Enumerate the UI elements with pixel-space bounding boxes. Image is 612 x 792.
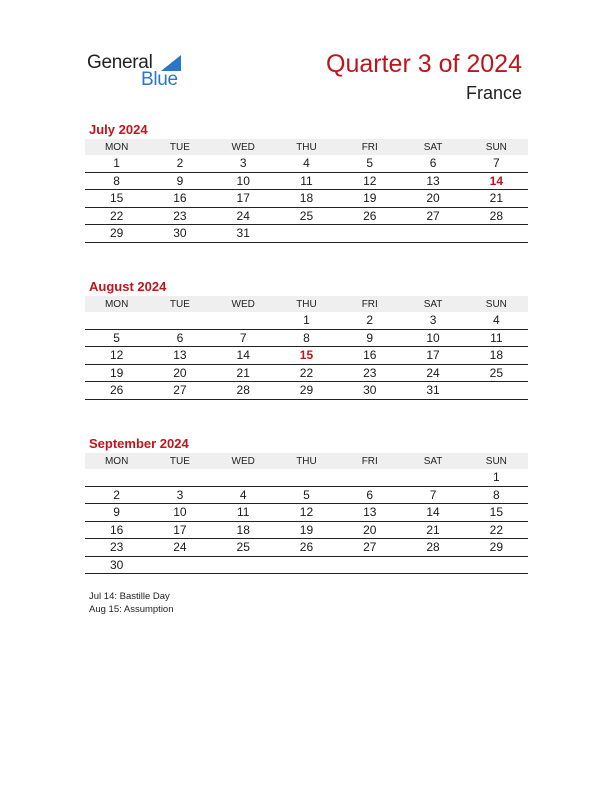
day-cell: 25	[465, 364, 528, 382]
day-cell: 20	[401, 190, 464, 208]
weekday-header: SAT	[401, 139, 464, 155]
day-cell: 26	[275, 539, 338, 557]
empty-day-cell	[275, 469, 338, 486]
weekday-header: MON	[85, 453, 148, 469]
day-cell: 29	[465, 539, 528, 557]
day-cell: 6	[338, 486, 401, 504]
week-row	[85, 155, 528, 172]
day-cell: 31	[401, 382, 464, 400]
day-cell: 28	[401, 539, 464, 557]
week-row	[85, 172, 528, 190]
day-cell: 18	[275, 190, 338, 208]
week-row	[85, 190, 528, 208]
day-cell: 16	[148, 190, 211, 208]
weekday-header: WED	[212, 453, 275, 469]
day-cell: 28	[465, 207, 528, 225]
day-cell: 7	[212, 329, 275, 347]
day-cell: 3	[212, 155, 275, 172]
day-cell: 3	[148, 486, 211, 504]
day-cell: 27	[401, 207, 464, 225]
day-cell: 11	[275, 172, 338, 190]
day-cell: 14	[401, 504, 464, 522]
day-cell: 17	[401, 347, 464, 365]
week-row	[85, 486, 528, 504]
day-cell: 7	[465, 155, 528, 172]
generalblue-logo	[87, 52, 197, 92]
empty-day-cell	[212, 312, 275, 329]
week-row	[85, 556, 528, 574]
day-cell: 6	[148, 329, 211, 347]
day-cell: 12	[338, 172, 401, 190]
empty-day-cell	[338, 225, 401, 243]
day-cell: 23	[338, 364, 401, 382]
weekday-header: SAT	[401, 296, 464, 312]
week-row	[85, 207, 528, 225]
empty-day-cell	[148, 556, 211, 574]
logo-general-text: General	[87, 52, 153, 73]
empty-day-cell	[85, 469, 148, 486]
day-cell: 7	[401, 486, 464, 504]
weekday-header-row	[85, 453, 528, 469]
empty-day-cell	[148, 469, 211, 486]
day-cell: 17	[212, 190, 275, 208]
day-cell: 19	[85, 364, 148, 382]
day-cell: 5	[275, 486, 338, 504]
day-cell: 21	[212, 364, 275, 382]
day-cell: 22	[465, 521, 528, 539]
day-cell: 22	[85, 207, 148, 225]
month-title: July 2024	[89, 122, 148, 137]
day-cell: 21	[465, 190, 528, 208]
day-cell: 14	[465, 172, 528, 190]
weekday-header: WED	[212, 139, 275, 155]
day-cell: 23	[85, 539, 148, 557]
day-cell: 11	[212, 504, 275, 522]
weekday-header: THU	[275, 453, 338, 469]
empty-day-cell	[401, 469, 464, 486]
day-cell: 29	[85, 225, 148, 243]
week-row	[85, 469, 528, 486]
day-cell: 18	[212, 521, 275, 539]
empty-day-cell	[148, 312, 211, 329]
empty-day-cell	[85, 312, 148, 329]
week-row	[85, 225, 528, 243]
weekday-header: FRI	[338, 296, 401, 312]
holiday-note: Aug 15: Assumption	[89, 604, 174, 615]
month-september	[85, 435, 528, 574]
day-cell: 13	[148, 347, 211, 365]
day-cell: 25	[212, 539, 275, 557]
weekday-header: THU	[275, 296, 338, 312]
week-row	[85, 329, 528, 347]
month-title: September 2024	[89, 436, 189, 451]
day-cell: 27	[148, 382, 211, 400]
day-cell: 6	[401, 155, 464, 172]
weekday-header-row	[85, 139, 528, 155]
empty-day-cell	[401, 225, 464, 243]
calendar-table	[85, 453, 528, 574]
day-cell: 3	[401, 312, 464, 329]
day-cell: 20	[148, 364, 211, 382]
day-cell: 30	[85, 556, 148, 574]
holiday-note: Jul 14: Bastille Day	[89, 591, 170, 602]
day-cell: 23	[148, 207, 211, 225]
day-cell: 31	[212, 225, 275, 243]
day-cell: 1	[465, 469, 528, 486]
day-cell: 30	[338, 382, 401, 400]
day-cell: 10	[148, 504, 211, 522]
calendar-table	[85, 139, 528, 243]
day-cell: 24	[401, 364, 464, 382]
empty-day-cell	[275, 225, 338, 243]
weekday-header: FRI	[338, 139, 401, 155]
country-name: France	[465, 83, 522, 103]
week-row	[85, 312, 528, 329]
day-cell: 30	[148, 225, 211, 243]
day-cell: 1	[85, 155, 148, 172]
empty-day-cell	[465, 556, 528, 574]
month-title: August 2024	[89, 279, 167, 294]
day-cell: 18	[465, 347, 528, 365]
day-cell: 26	[85, 382, 148, 400]
day-cell: 2	[85, 486, 148, 504]
day-cell: 9	[148, 172, 211, 190]
empty-day-cell	[212, 469, 275, 486]
logo-blue-text: Blue	[141, 69, 178, 90]
page-title: Quarter 3 of 2024	[326, 50, 522, 78]
weekday-header: SUN	[465, 296, 528, 312]
empty-day-cell	[465, 225, 528, 243]
day-cell: 13	[338, 504, 401, 522]
day-cell: 19	[338, 190, 401, 208]
day-cell: 2	[148, 155, 211, 172]
day-cell: 26	[338, 207, 401, 225]
day-cell: 29	[275, 382, 338, 400]
day-cell: 15	[85, 190, 148, 208]
day-cell: 17	[148, 521, 211, 539]
empty-day-cell	[212, 556, 275, 574]
week-row	[85, 539, 528, 557]
weekday-header: MON	[85, 139, 148, 155]
calendar-table	[85, 296, 528, 400]
day-cell: 22	[275, 364, 338, 382]
week-row	[85, 347, 528, 365]
week-row	[85, 382, 528, 400]
empty-day-cell	[338, 556, 401, 574]
day-cell: 25	[275, 207, 338, 225]
month-august	[85, 278, 528, 400]
day-cell: 15	[275, 347, 338, 365]
day-cell: 14	[212, 347, 275, 365]
day-cell: 19	[275, 521, 338, 539]
weekday-header: SUN	[465, 453, 528, 469]
weekday-header: WED	[212, 296, 275, 312]
day-cell: 16	[338, 347, 401, 365]
day-cell: 4	[465, 312, 528, 329]
day-cell: 12	[85, 347, 148, 365]
empty-day-cell	[465, 382, 528, 400]
weekday-header: SUN	[465, 139, 528, 155]
empty-day-cell	[338, 469, 401, 486]
day-cell: 8	[465, 486, 528, 504]
day-cell: 24	[212, 207, 275, 225]
week-row	[85, 521, 528, 539]
day-cell: 21	[401, 521, 464, 539]
day-cell: 2	[338, 312, 401, 329]
weekday-header: MON	[85, 296, 148, 312]
day-cell: 20	[338, 521, 401, 539]
day-cell: 8	[275, 329, 338, 347]
day-cell: 4	[212, 486, 275, 504]
weekday-header: FRI	[338, 453, 401, 469]
month-july	[85, 121, 528, 243]
day-cell: 10	[212, 172, 275, 190]
day-cell: 12	[275, 504, 338, 522]
empty-day-cell	[275, 556, 338, 574]
day-cell: 13	[401, 172, 464, 190]
day-cell: 28	[212, 382, 275, 400]
weekday-header: TUE	[148, 139, 211, 155]
day-cell: 27	[338, 539, 401, 557]
holiday-notes	[89, 590, 174, 616]
week-row	[85, 504, 528, 522]
day-cell: 15	[465, 504, 528, 522]
weekday-header: SAT	[401, 453, 464, 469]
weekday-header: THU	[275, 139, 338, 155]
day-cell: 10	[401, 329, 464, 347]
day-cell: 8	[85, 172, 148, 190]
day-cell: 24	[148, 539, 211, 557]
weekday-header: TUE	[148, 453, 211, 469]
week-row	[85, 364, 528, 382]
day-cell: 16	[85, 521, 148, 539]
day-cell: 5	[338, 155, 401, 172]
empty-day-cell	[401, 556, 464, 574]
day-cell: 5	[85, 329, 148, 347]
day-cell: 9	[85, 504, 148, 522]
weekday-header: TUE	[148, 296, 211, 312]
weekday-header-row	[85, 296, 528, 312]
day-cell: 4	[275, 155, 338, 172]
day-cell: 1	[275, 312, 338, 329]
day-cell: 9	[338, 329, 401, 347]
day-cell: 11	[465, 329, 528, 347]
